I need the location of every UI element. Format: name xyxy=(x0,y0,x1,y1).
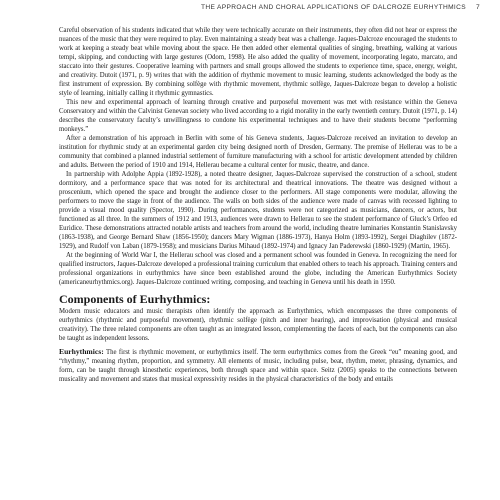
running-title: THE APPROACH AND CHORAL APPLICATIONS OF DALCROZE EURHYTHMICS xyxy=(200,4,466,11)
body-paragraph: Careful observation of his students indicated that while they were technically accurate on their instruments, they often did not hear or express the nuances of the music that they were required to play. Even maintaining a steady beat was a challenge. Jaques-Dalcroze encouraged the students to work at keeping a steady beat while moving about the space. He then added other elemental qualities of singing, breathing, walking at various tempi, skipping, and conducting with large gestures (Odom, 1998). He also added the quality of movement, incorporating legato, marcato, and staccato into their gestures. Cooperative learning with partners and small groups allowed the students to experience time, space, energy, weight, and creativity. Dutoit (1971, p. 9) writes that with the addition of rhythmic movement to music learning, students acknowledged the body as the first instrument of expression. By combining solfège with rhythmic movement, rhythmic solfège, Jaques-Dalcroze began to develop a holistic style of learning, initially calling it rhythmic gymnastics. xyxy=(59,27,457,97)
page-body xyxy=(59,26,457,384)
page-number: 7 xyxy=(475,4,480,11)
eurhythmics-paragraph: The first is rhythmic movement, or eurhythmics itself. The term eurhythmics comes from the Greek “eu” meaning good, and “rhythmy,” meaning rhythm, proportion, and symmetry. All elements of music, including pulse, beat, rhythm, meter, phrasing, dynamics, and form, can be taught through kinesthetic experiences, both through space and within space. Seitz (2005) speaks to the connections between musicality and movement and states that musical expressivity resides in the physical characteristics of the body and entails xyxy=(59,349,458,383)
eurhythmics-lead: Eurhythmics: xyxy=(59,347,104,356)
body-paragraph: After a demonstration of his approach in Berlin with some of his Geneva students, Jaques-Dalcroze received an invitation to develop an institution for rhythmic study at an experimental garden city being designed north of Dresden, Germany. The premise of Hellerau was to be a community that combined a planned industrial settlement of furniture manufacturing with a school for artistic development attended by children and adults. Between the period of 1910 and 1914, Hellerau became a cultural center for music, theatre, and dance. xyxy=(59,135,457,169)
running-header xyxy=(60,4,480,16)
section-paragraph: Modern music educators and music therapists often identify the approach as Eurhythmics, which encompasses the three components of eurhythmics (rhythmic and purposeful movement), rhythmic solfège (pitch and inner hearing), and improvisation (physical and musical creativity). The three related components are often taught as an integrated lesson, complementing the facets of each, but the components can also be taught as independent lessons. xyxy=(59,308,457,342)
body-paragraph: This new and experimental approach of learning through creative and purposeful movement was met with resistance within the Geneva Conservatory and within the Calvinist Genevan society who lived according to a rigid morality in the early twentieth century. Dutoit (1971, p. 14) describes the conservatory faculty’s unwillingness to condone his experimental techniques and to have their students become “performing monkeys.” xyxy=(59,99,457,133)
eurhythmics-paragraph-block xyxy=(59,347,457,384)
section-heading: Components of Eurhythmics: xyxy=(59,292,211,306)
body-paragraph: At the beginning of World War I, the Hellerau school was closed and a permanent school was founded in Geneva. In recognizing the need for qualified instructors, Jaques-Dalcroze developed a professional training curriculum that enabled others to teach his approach. Training centers and professional organizations in eurhythmics have since been established around the globe, including the American Eurhythmics Society (americaneurhythmics.org). Jaques-Dalcroze continued writing, composing, and teaching in Geneva until his death in 1950. xyxy=(59,252,457,286)
body-paragraph: In partnership with Adolphe Appia (1892-1928), a noted theatre designer, Jaques-Dalcroze supervised the construction of a school, student dormitory, and a performance space that was noted for its architectural and theatrical innovations. The theatre was designed without a proscenium, which opened the space and brought the audience closer to the performers. All stage components were modular, allowing the performers to move the stage in front of the audience. The walls on both sides of the audience were made of canvas with recessed lighting to provide a visual mood quality (Spector, 1990). During performances, students were not categorized as musicians, dancers, or actors, but functioned as all three. In the summers of 1912 and 1913, audiences were drawn to Hellerau to see the student performance of Gluck’s Orfeo ed Euridice. These demonstrations attracted notable artists and teachers from around the world, including theatre luminaries Konstantin Stanislavsky (1863-1938), and George Bernard Shaw (1856-1950); dancers Mary Wigman (1886-1973), Hanya Holm (1893-1992), Sergei Diaghilev (1872-1929), and Rudolf von Laban (1879-1958); and musicians Darius Mihaud (1892-1974) and Ignacy Jan Paderewski (1860-1929) (Martin, 1965). xyxy=(59,171,457,250)
